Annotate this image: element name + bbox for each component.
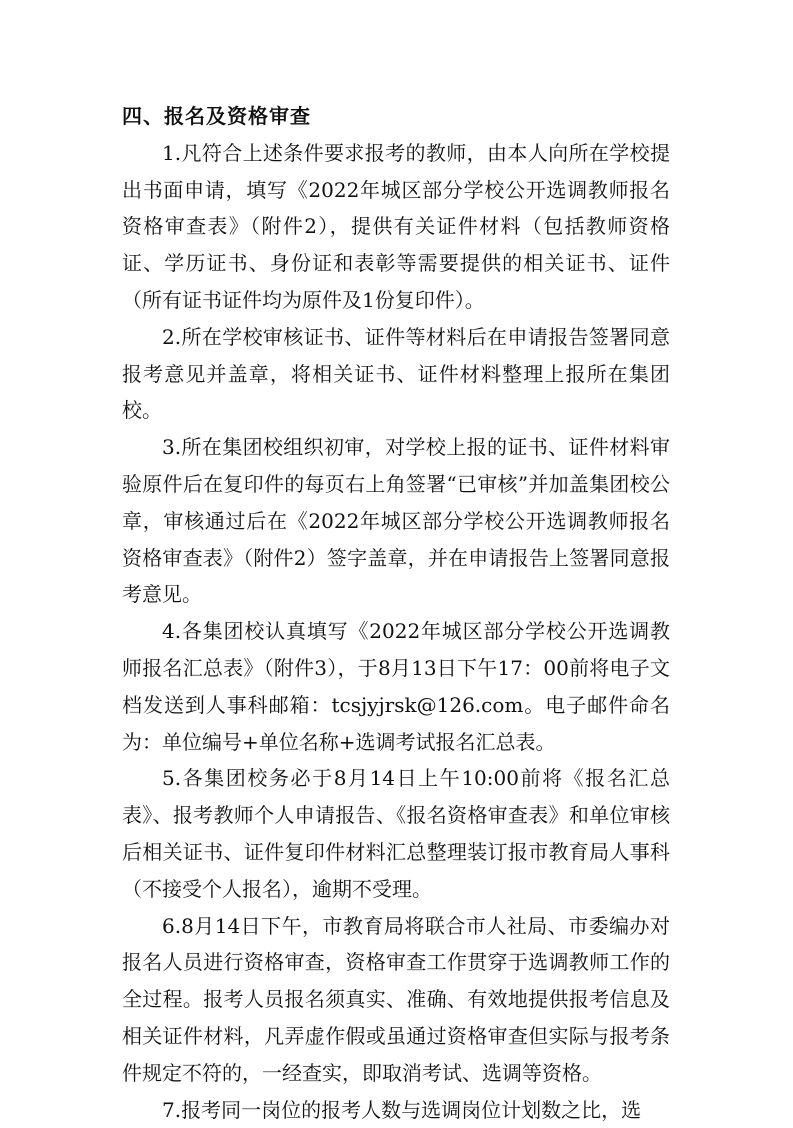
paragraph-4: 4.各集团校认真填写《2022年城区部分学校公开选调教师报名汇总表》（附件3），于8月13日下午17：00前将电子文档发送到人事科邮箱：tcsjyjrsk@126.com。电子邮件命名为：单位编号+单位名称+选调考试报名汇总表。 xyxy=(122,619,670,754)
paragraph-6: 6.8月14日下午，市教育局将联合市人社局、市委编办对报名人员进行资格审查，资格审查工作贯穿于选调教师工作的全过程。报考人员报名须真实、准确、有效地提供报考信息及相关证件材料，凡弄虚作假或虽通过资格审查但实际与报考条件规定不符的，一经查实，即取消考试、选调等资格。 xyxy=(122,913,670,1085)
section-heading: 四、报名及资格审查 xyxy=(122,104,311,128)
paragraph-7: 7.报考同一岗位的报考人数与选调岗位计划数之比，选 xyxy=(162,1097,642,1122)
paragraph-2: 2.所在学校审核证书、证件等材料后在申请报告签署同意报考意见并盖章，将相关证书、证件材料整理上报所在集团校。 xyxy=(122,324,670,423)
paragraph-5: 5.各集团校务必于8月14日上午10:00前将《报名汇总表》、报考教师个人申请报告、《报名资格审查表》和单位审核后相关证书、证件复印件材料汇总整理装订报市教育局人事科（不接受个人报名），逾期不受理。 xyxy=(122,766,670,901)
document-body xyxy=(122,98,670,1128)
paragraph-1: 1.凡符合上述条件要求报考的教师，由本人向所在学校提出书面申请，填写《2022年城区部分学校公开选调教师报名资格审查表》（附件2），提供有关证件材料（包括教师资格证、学历证书、身份证和表彰等需要提供的相关证书、证件（所有证书证件均为原件及1份复印件）。 xyxy=(122,140,670,312)
paragraph-3: 3.所在集团校组织初审，对学校上报的证书、证件材料审验原件后在复印件的每页右上角签署“已审核”并加盖集团校公章，审核通过后在《2022年城区部分学校公开选调教师报名资格审查表》（附件2）签字盖章，并在申请报告上签署同意报考意见。 xyxy=(122,435,670,607)
